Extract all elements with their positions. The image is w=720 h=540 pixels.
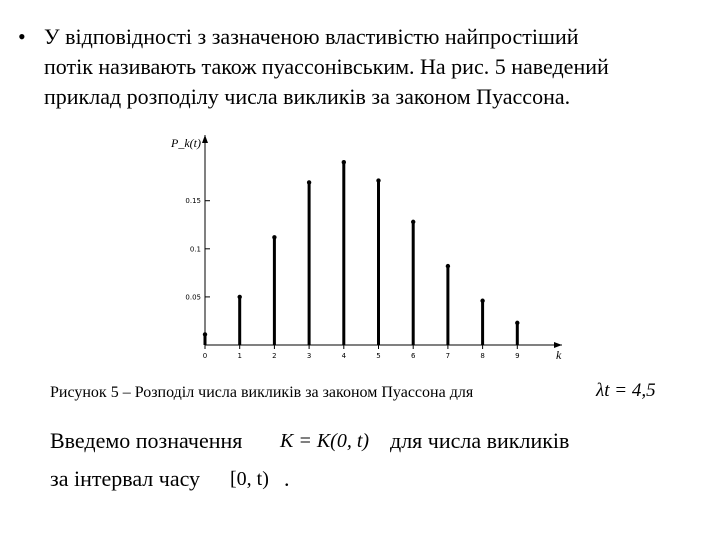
x-tick-label: 1 (237, 352, 242, 360)
bar-point (307, 180, 311, 184)
y-axis-label: P_k(t) (171, 136, 201, 150)
bar-point (376, 178, 380, 182)
bar-point (238, 295, 242, 299)
chart-bars (203, 160, 520, 345)
figure-caption: Рисунок 5 – Розподіл числа викликів за законом Пуассона для (50, 384, 474, 401)
x-tick-label: 4 (341, 352, 347, 360)
intro-text-1: Введемо позначення (50, 428, 243, 453)
x-tick-label: 7 (445, 352, 451, 360)
bar-point (203, 332, 207, 336)
bar-point (411, 220, 415, 224)
intro-interval: [0, t) (230, 468, 269, 490)
intro-formula: K = K(0, t) (280, 430, 370, 452)
intro-period: . (284, 466, 290, 491)
x-tick-label: 8 (480, 352, 485, 360)
x-tick-label: 6 (410, 352, 416, 360)
bullet-line-2: потік називають також пуассонівським. На рис. 5 наведений (44, 54, 609, 79)
y-tick-label: 0.1 (189, 245, 201, 254)
x-tick-label: 5 (376, 352, 381, 360)
caption-formula: λt = 4,5 (596, 380, 656, 401)
bar-point (515, 321, 519, 325)
bullet-line-3: приклад розподілу числа викликів за законом Пуассона. (44, 84, 571, 109)
bullet-text (44, 22, 684, 112)
y-axis-arrow (202, 135, 208, 143)
x-tick-label: 9 (515, 352, 520, 360)
poisson-chart (160, 128, 580, 368)
chart-labels (170, 136, 562, 362)
bar-point (342, 160, 346, 164)
x-tick-label: 0 (202, 352, 208, 360)
bullet-dot: • (18, 24, 26, 49)
bullet-line-1: У відповідності з зазначеною властивістю найпростіший (44, 24, 579, 49)
x-tick-label: 2 (272, 352, 277, 360)
x-tick-label: 3 (306, 352, 312, 360)
bar-point (272, 235, 276, 239)
intro-text-2: за інтервал часу (50, 466, 201, 491)
chart-axes (202, 135, 562, 349)
y-tick-label: 0.15 (185, 197, 201, 206)
y-tick-label: 0.05 (185, 293, 201, 302)
bar-point (480, 299, 484, 303)
intro-text-tail: для числа викликів (390, 428, 570, 453)
bar-point (446, 264, 450, 268)
x-axis-label: k (556, 348, 562, 362)
